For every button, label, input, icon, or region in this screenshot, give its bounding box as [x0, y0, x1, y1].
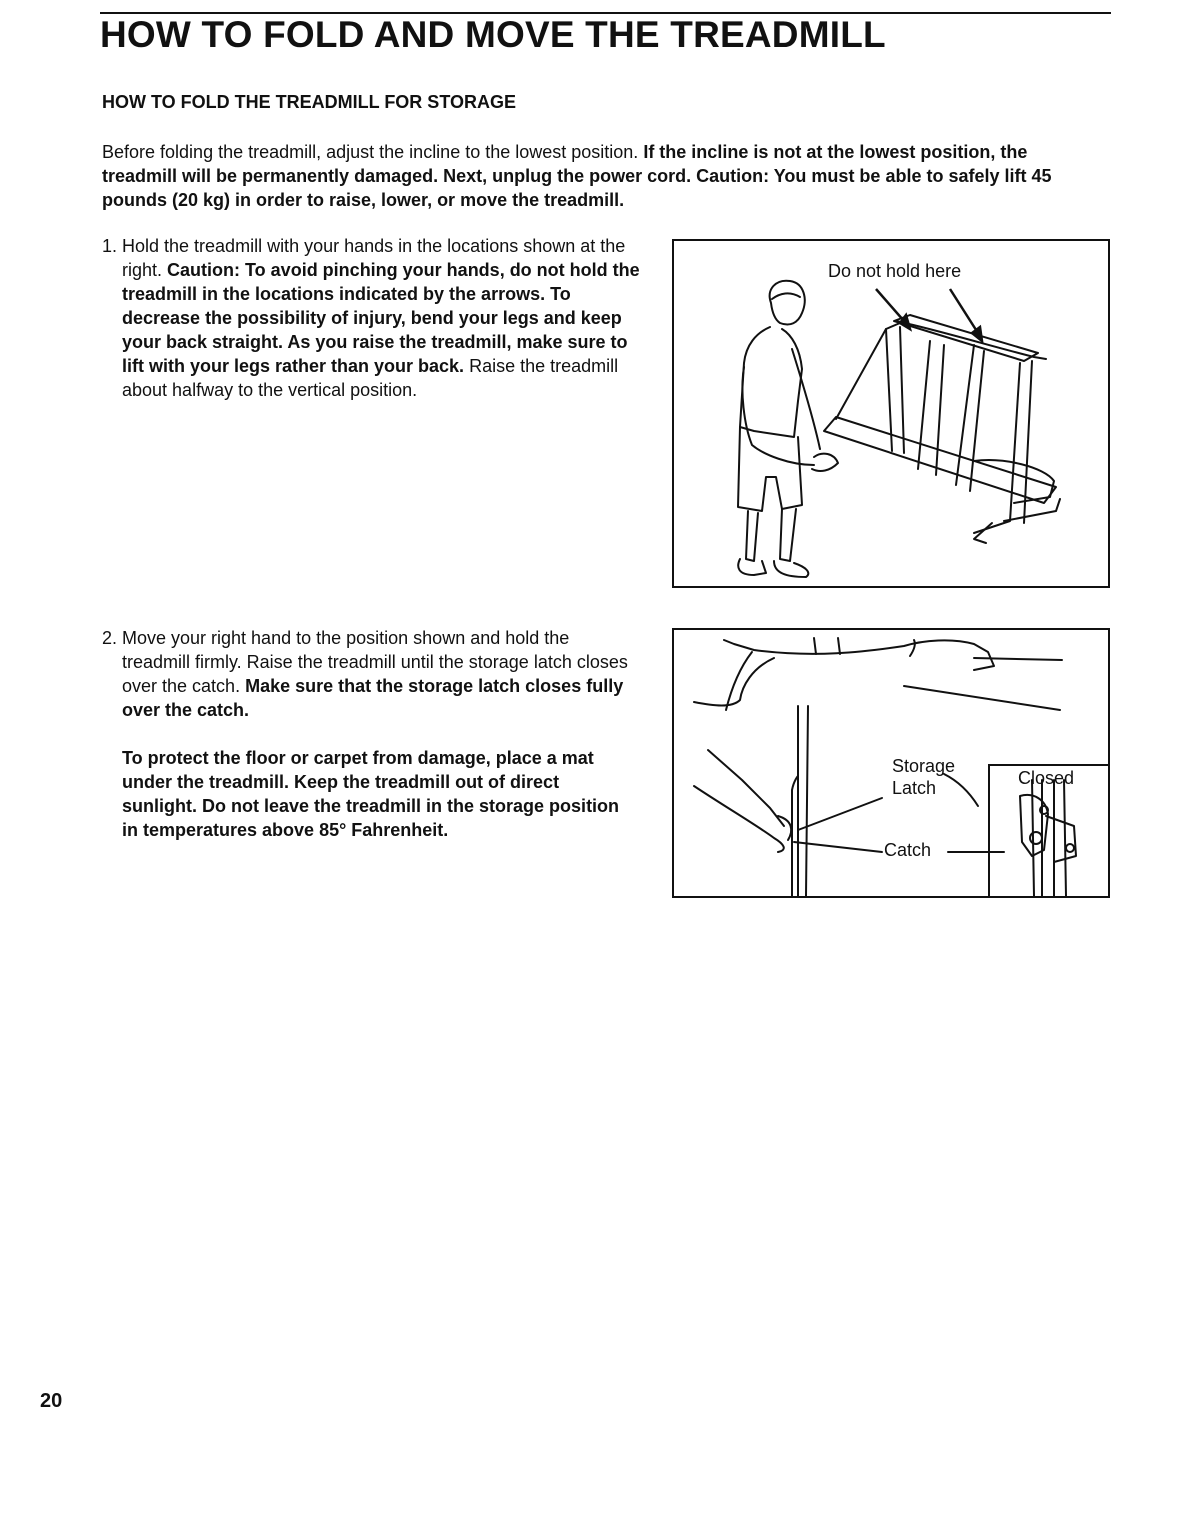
intro-text: Before folding the treadmill, adjust the incline to the lowest position. — [102, 142, 644, 162]
page-number: 20 — [40, 1390, 63, 1412]
step-2 — [102, 626, 632, 842]
step-2-caution: Make sure that the storage latch closes fully over the catch. — [122, 676, 624, 720]
storage-latch-label-line1: Storage — [892, 756, 956, 776]
figure-storage-latch — [672, 628, 1110, 898]
step-1-text — [122, 234, 647, 402]
figure-lifting-treadmill — [672, 239, 1110, 588]
step-2-text — [122, 626, 632, 722]
step-1 — [102, 234, 647, 402]
step-1-number: 1. — [102, 236, 118, 256]
page-title: HOW TO FOLD AND MOVE THE TREADMILL — [100, 14, 886, 55]
step-2-number: 2. — [102, 628, 118, 648]
step-2-note: To protect the floor or carpet from damage, place a mat under the treadmill. Keep the treadmill out of direct sunlight. Do not leave the treadmill in the storage position in temperatures above 85° Fahrenheit. — [122, 748, 620, 840]
closed-label: Closed — [1018, 768, 1075, 788]
catch-label: Catch — [884, 840, 932, 860]
step-1-caution: Caution: To avoid pinching your hands, do not hold the treadmill in the locations indicated by the arrows. To decrease the possibility of injury, bend your legs and keep your back straight. As you raise the treadmill, make sure to lift with your legs rather than your back. — [122, 260, 640, 376]
illustration-person-lifting — [674, 241, 1108, 586]
step-1-instruction: Hold the treadmill with your hands in the locations shown at the right. — [122, 236, 626, 280]
step-2-instruction: Move your right hand to the position shown and hold the treadmill firmly. Raise the treadmill until the storage latch closes over the catch. — [122, 628, 628, 696]
do-not-hold-label: Do not hold here — [828, 261, 962, 281]
section-subtitle: HOW TO FOLD THE TREADMILL FOR STORAGE — [102, 92, 516, 112]
storage-latch-label-line2: Latch — [892, 778, 937, 798]
step-1-instruction-end: Raise the treadmill about halfway to the vertical position. — [122, 356, 619, 400]
intro-paragraph — [102, 140, 1102, 212]
intro-warning: If the incline is not at the lowest position, the treadmill will be permanently damaged. Next, unplug the power cord. Caution: You must be able to safely lift 45 pounds (20 kg) in order to raise, lower, or move the treadmill. — [102, 142, 1052, 210]
